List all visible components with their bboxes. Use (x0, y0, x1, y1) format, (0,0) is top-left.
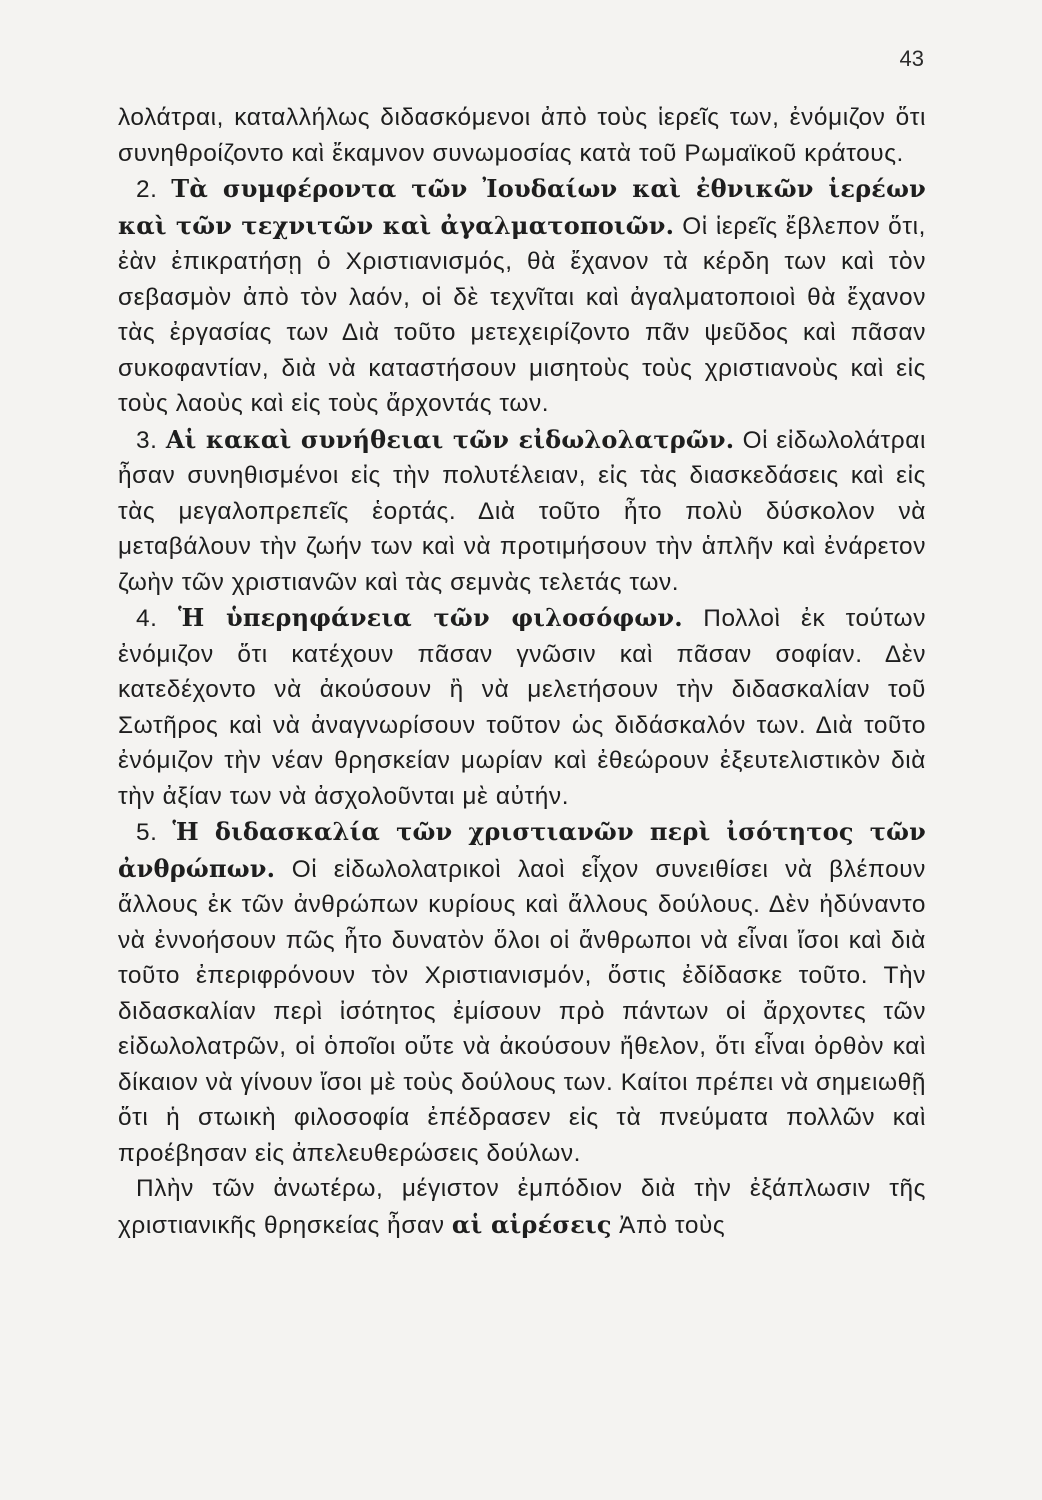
paragraph-section-3 (118, 422, 926, 601)
section-heading: Ἡ ὑπερηφάνεια τῶν φιλοσόφων. (177, 603, 683, 632)
page-number: 43 (899, 46, 924, 71)
section-heading: Τὰ συμφέροντα τῶν Ἰουδαίων καὶ ἐθνικῶν ἱερέων καὶ τῶν τεχνιτῶν καὶ ἀγαλματοποιῶν. (118, 174, 926, 240)
paragraph-closing (118, 1171, 926, 1243)
paragraph-text: Οἱ ἱερεῖς ἔβλεπον ὅτι, ἐὰν ἐπικρατήσῃ ὁ Χριστιανισμός, θὰ ἔχανον τὰ κέρδη των καὶ τὸν σεβασμὸν ἀπὸ τὸν λαόν, οἱ δὲ τεχνῖται καὶ ἀγαλματοποιοὶ θὰ ἔχανον τὰς ἐργασίας των Διὰ τοῦτο μετεχειρίζοντο πᾶν ψεῦδος καὶ πᾶσαν συκοφαντίαν, διὰ νὰ καταστήσουν μισητοὺς τοὺς χριστιανοὺς καὶ εἰς τοὺς λαοὺς καὶ εἰς τοὺς ἄρχοντάς των. (118, 212, 926, 417)
paragraph-continuation (118, 100, 926, 171)
section-number: 2. (136, 176, 158, 203)
section-number: 4. (136, 605, 158, 632)
paragraph-section-5 (118, 814, 926, 1171)
paragraph-text: Οἱ εἰδωλολατρικοὶ λαοὶ εἶχον συνειθίσει νὰ βλέπουν ἄλλους ἐκ τῶν ἀνθρώπων κυρίους καὶ ἄλλους δούλους. Δὲν ἠδύναντο νὰ ἐννοήσουν πῶς ἦτο δυνατὸν ὅλοι οἱ ἄνθρωποι νὰ εἶναι ἴσοι καὶ διὰ τοῦτο ἐπεριφρόνουν τὸν Χριστιανισμόν, ὅστις ἐδίδασκε τοῦτο. Τὴν διδασκαλίαν περὶ ἰσότητος ἐμίσουν πρὸ πάντων οἱ ἄρχοντες τῶν εἰδωλολατρῶν, οἱ ὁποῖοι οὔτε νὰ ἀκούσουν ἤθελον, ὅτι εἶναι ὀρθὸν καὶ δίκαιον νὰ γίνουν ἴσοι μὲ τοὺς δούλους των. Καίτοι πρέπει νὰ σημειωθῇ ὅτι ἡ στωικὴ φιλοσοφία ἐπέδρασεν εἰς τὰ πνεύματα πολλῶν καὶ προέβησαν εἰς ἀπελευθερώσεις δούλων. (118, 855, 926, 1167)
paragraph-section-2 (118, 171, 926, 422)
paragraph-text: λολάτραι, καταλλήλως διδασκόμενοι ἀπὸ τοὺς ἱερεῖς των, ἐνόμιζον ὅτι συνηθροίζοντο καὶ ἔκαμνον συνωμοσίας κατὰ τοῦ Ρωμαϊκοῦ κράτους. (118, 104, 926, 167)
paragraph-text: Πλὴν τῶν ἀνωτέρω, μέγιστον ἐμπόδιον διὰ τὴν ἐξάπλωσιν τῆς χριστιανικῆς θρησκείας ἦσαν (118, 1175, 926, 1239)
emphasized-term: αἱ αἱρέσεις (451, 1209, 612, 1239)
paragraph-text: Πολλοὶ ἐκ τούτων ἐνόμιζον ὅτι κατέχουν πᾶσαν γνῶσιν καὶ πᾶσαν σοφίαν. Δὲν κατεδέχοντο νὰ ἀκούσουν ἢ νὰ μελετήσουν τὴν διδασκαλίαν τοῦ Σωτῆρος καὶ νὰ ἀναγνωρίσουν τοῦτον ὡς διδάσκαλόν των. Διὰ τοῦτο ἐνόμιζον τὴν νέαν θρησκείαν μωρίαν καὶ ἐθεώρουν ἐξευτελιστικὸν διὰ τὴν ἀξίαν των νὰ ἀσχολοῦνται μὲ αὐτήν. (118, 605, 926, 810)
text-body (118, 100, 926, 1243)
section-heading: Ἡ διδασκαλία τῶν χριστιανῶν περὶ ἰσότητος τῶν ἀνθρώπων. (118, 817, 926, 883)
section-number: 3. (136, 426, 158, 454)
paragraph-text: Οἱ εἰδωλολάτραι ἦσαν συνηθισμένοι εἰς τὴν πολυτέλειαν, εἰς τὰς διασκεδάσεις καὶ εἰς τὰς μεγαλοπρεπεῖς ἑορτάς. Διὰ τοῦτο ἦτο πολὺ δύσκολον νὰ μεταβάλουν τὴν ζωήν των καὶ νὰ προτιμήσουν τὴν ἁπλῆν καὶ ἐνάρετον ζωὴν τῶν χριστιανῶν καὶ τὰς σεμνὰς τελετάς των. (118, 426, 926, 596)
paragraph-section-4 (118, 600, 926, 814)
section-number: 5. (136, 819, 158, 846)
paragraph-tail: Ἀπὸ τοὺς (619, 1211, 726, 1239)
section-heading: Αἱ κακαὶ συνήθειαι τῶν εἰδωλολατρῶν. (165, 424, 735, 454)
